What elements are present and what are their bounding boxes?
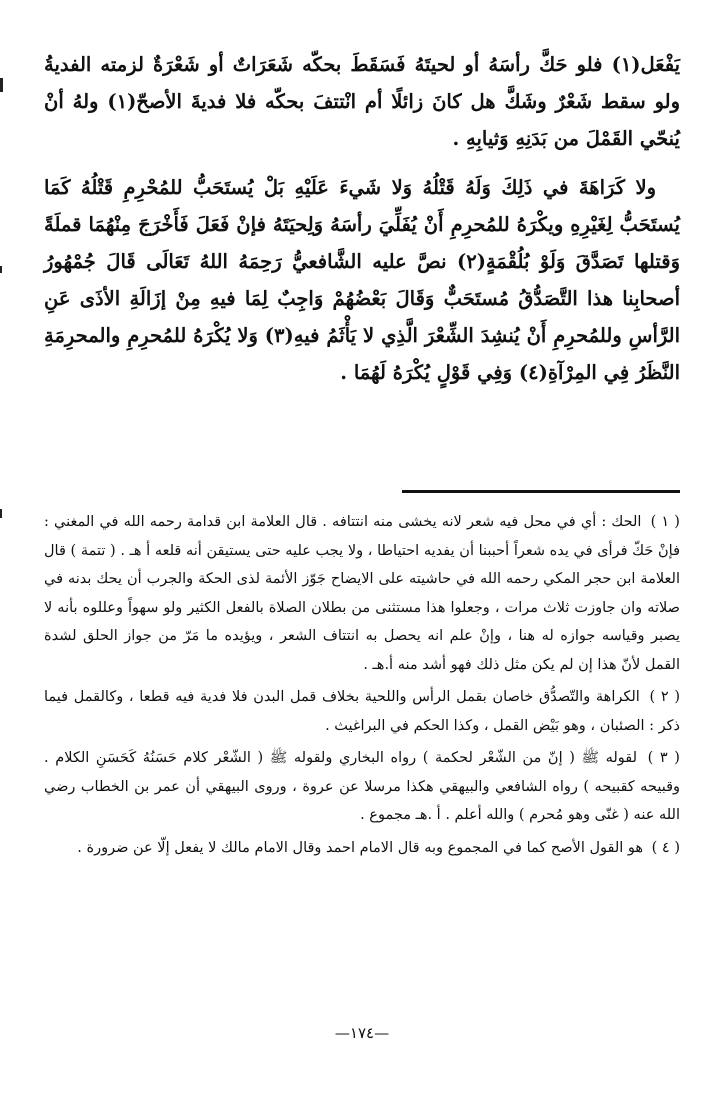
footnote-3 <box>44 744 680 830</box>
scan-margin-mark <box>0 266 2 273</box>
footnote-text: لقوله ﷺ ( إنّ من الشّعْر لحكمة ) رواه البخاري ولقوله ﷺ ( الشّعْر كلام حَسَنُهُ كَحَسَنِ الكلام . وقبيحه كقبيحه ) رواه الشافعي والبيهقي هكذا مرسلا عن عروة ، وروى البيهقي أن عمر بن الخطاب رضي الله عنه ( غنّى وهو مُحرم ) والله أعلم . أ .هـ مجموع . <box>44 750 680 823</box>
footnote-number: ( ٣ ) <box>647 750 680 766</box>
main-paragraph-2: ولا كَرَاهَةَ في ذَلِكَ وَلَهُ قَتْلُهُ وَلا شَيءَ عَلَيْهِ بَلْ يُستَحَبُّ للمُحْرِمِ قَتْلُهُ كَمَا يُستَحَبُّ لِغَيْرِهِ ويكْرَهُ للمُحرِمِ أَنْ يُفَلِّيَ رأسَهُ وَلِحيَتَهُ فإنْ فَعَلَ فَأَخْرَجَ مِنْهُمَا قملَةً وَقتلها تَصَدَّقَ وَلَوْ بُلُقْمَةٍ(٢) نصَّ عليه الشَّافعيُّ رَحِمَهُ اللهُ تَعَالَى قَالَ جُمْهُورُ أصحابِنا هذا التَّصَدُّقُ مُستَحَبٌّ وَقَالَ بَعْضُهُمْ وَاجِبٌ لِمَا فيهِ مِنْ إزَالَةِ الأذَى عَنِ الرَّأسِ وللمُحرِمِ أَنْ يُنشِدَ الشِّعْرَ الَّذِي لا يَأْثَمُ فيهِ(٣) وَلا يُكْرَهُ للمُحرِمِ والمحرِمَةِ النَّظَرُ فِي المِرْآةِ(٤) وَفِي قَوْلٍ يُكْرَهُ لَهُمَا . <box>44 176 681 384</box>
footnote-number: ( ٤ ) <box>651 839 680 856</box>
footnote-1 <box>44 508 680 679</box>
footnote-number: ( ٢ ) <box>649 689 680 705</box>
footnote-2 <box>44 683 680 740</box>
book-page <box>44 46 680 1086</box>
footnotes-section <box>44 508 680 866</box>
footnote-text: الكراهة والتّصدُّق خاصان بقمل الرأس واللحية بخلاف قمل البدن فلا فدية فيه قطعا ، وكالقمل فيما ذكر : الصئبان ، وهو بَيْض القمل ، وكذا الحكم في البراغيث . <box>44 689 680 734</box>
footnote-separator <box>402 490 680 493</box>
footnote-number: ( ١ ) <box>650 514 680 530</box>
page-number: —١٧٤— <box>334 1024 390 1042</box>
scan-margin-mark <box>0 78 3 92</box>
main-paragraph-1: يَفْعَل(١) فلو حَكَّ رأسَهُ أو لحيتَهُ فَسَقَطَ بحكّه شَعَرَاتٌ أو شَعْرَةٌ لزمته الفديةُ ولو سقط شَعْرٌ وشَكَّ هل كانَ زائلًا أم انْتتفَ بحكّه فلا فديةَ الأصحّ(١) ولهُ أنْ يُنحّي القَمْلَ من بَدَنِهِ وَثيابِهِ . <box>44 53 680 150</box>
footnote-4 <box>44 834 680 863</box>
footnote-text: هو القول الأصح كما في المجموع وبه قال الامام احمد وقال الامام مالك لا يفعل إلّا عن ضرورة . <box>77 839 644 856</box>
footnote-text: الحك : أي في محل فيه شعر لانه يخشى منه انتتافه . قال العلامة ابن قدامة رحمه الله في المغني : فإنْ حَكّ فرأى في يده شعراً أحببنا أن يفديه احتياطا ، ولا يجب عليه حتى يستيقن أنه قلعه أ هـ . ( تتمة ) قال العلامة ابن حجر المكي رحمه الله في حاشيته على الايضاح جَوّز الأئمة لذى الحكة والجرب أن يحك بدنه في صلاته وان جاوزت ثلاث مرات ، وجعلوا هذا مستثنى من بطلان الصلاة بالفعل الكثير ولو سهواً وعللوه بأنه لا يصبر وقياسه جوازه له هنا ، وإنْ علم انه يحصل به انتتاف الشعر ، ويؤيده ما مَرّ من جواز الحلق لشدة القمل لأنّ هذا إن لم يكن مثل ذلك فهو أشد منه أ.هـ . <box>44 514 680 673</box>
scan-margin-mark <box>0 509 2 518</box>
